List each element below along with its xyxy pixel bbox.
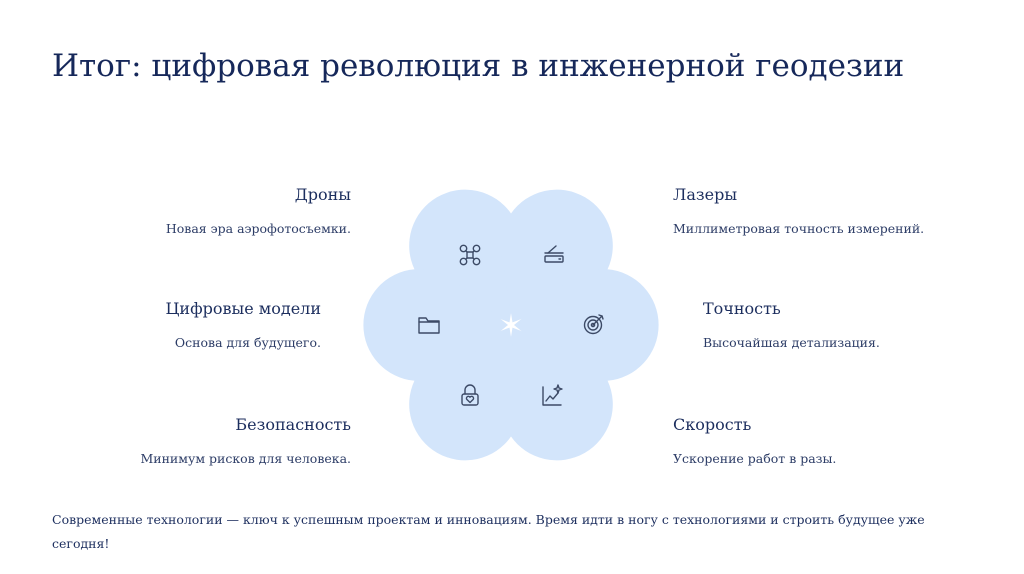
accuracy-title: Точность [703,299,781,318]
petals-group [363,176,658,474]
page-title: Итог: цифровая революция в инженерной геодезии [52,48,905,84]
drones-title: Дроны [294,185,351,204]
lasers-title: Лазеры [673,185,738,204]
accuracy-description: Высочайшая детализация. [703,335,880,350]
safety-title: Безопасность [235,415,351,434]
digital-models-description: Основа для будущего. [174,335,321,350]
summary-text: Современные технологии — ключ к успешным проектам и инновациям. Время идти в ногу с технологиями и строить будущее уже сегодня! [52,512,925,551]
digital-models-title: Цифровые модели [165,299,321,318]
speed-title: Скорость [673,415,752,434]
speed-description: Ускорение работ в разы. [673,451,837,466]
petal-diagram [348,176,672,474]
safety-description: Минимум рисков для человека. [140,451,351,466]
drones-description: Новая эра аэрофотосъемки. [165,221,351,236]
lasers-description: Миллиметровая точность измерений. [673,221,925,236]
